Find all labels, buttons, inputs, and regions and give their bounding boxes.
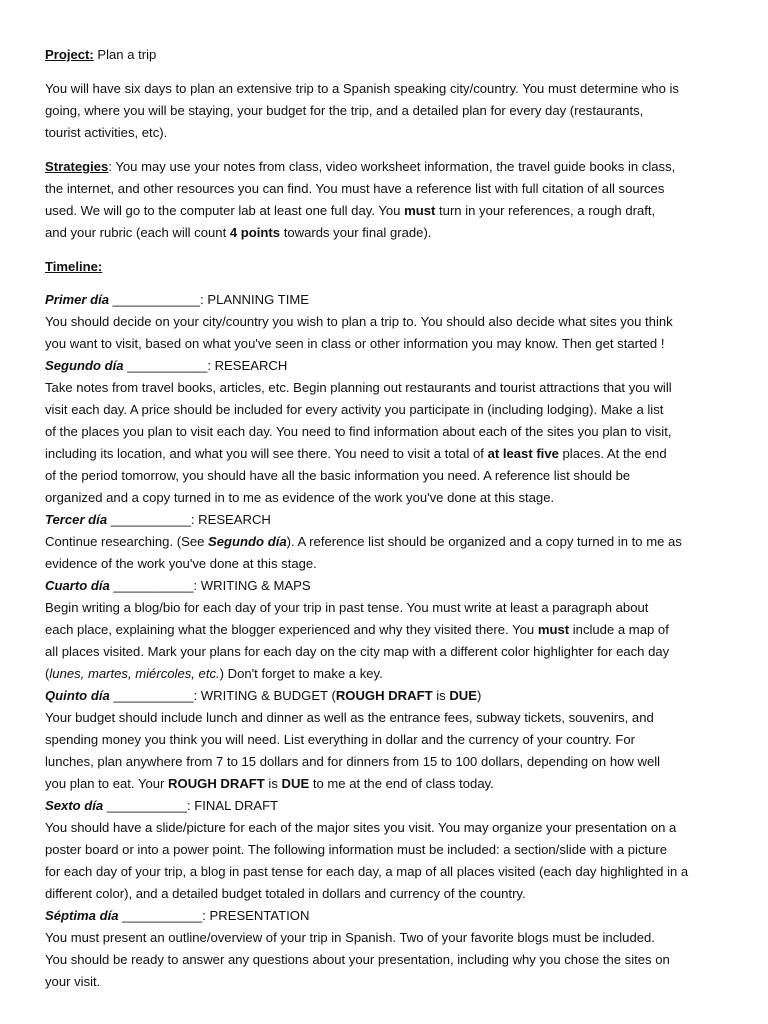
day-text: places. At the end [558,446,667,461]
day-heading [45,509,728,531]
strategies-line: the internet, and other resources you can find. You must have a reference list with full citation of all sources [45,181,665,196]
day-name: Segundo día [45,358,124,373]
date-blank: ___________ [109,688,194,703]
day-emphasis: ROUGH DRAFT [335,688,433,703]
day-title: : RESEARCH [190,512,271,527]
day-text: Continue researching. (See [45,534,209,549]
day-emphasis: DUE [281,776,310,791]
day-name: Cuarto día [45,578,110,593]
day-title: : WRITING & BUDGET ( [193,688,336,703]
project-title: Plan a trip [93,47,157,62]
day-body-line: You should decide on your city/country you wish to plan a trip to. You should also decide what sites you think [45,314,673,329]
day-1-section [45,289,728,355]
day-reference: Segundo día [208,534,287,549]
day-text: each place, explaining what the blogger experienced and why they visited there. You [45,622,538,637]
strategies-text: turn in your references, a rough draft, [435,203,656,218]
day-text: ( [45,666,50,681]
day-text: to me at the end of class today. [309,776,494,791]
day-title: : RESEARCH [207,358,288,373]
intro-paragraph [45,78,728,144]
date-blank: ___________ [103,798,187,813]
strategies-line [45,156,728,178]
day-body-line: You must present an outline/overview of your trip in Spanish. Two of your favorite blogs must be included. [45,930,655,945]
day-body-line [45,619,728,641]
day-name: Sexto día [45,798,104,813]
strategies-text: towards your final grade). [280,225,432,240]
day-emphasis: must [537,622,570,637]
intro-line: You will have six days to plan an extensive trip to a Spanish speaking city/country. You must determine who is [45,81,679,96]
day-title: ) [476,688,482,703]
day-name: Primer día [45,292,110,307]
date-blank: ___________ [118,908,203,923]
day-emphasis: ROUGH DRAFT [168,776,265,791]
spacer [45,66,728,78]
strategies-text: : You may use your notes from class, video worksheet information, the travel guide books in class, [108,159,676,174]
strategies-line [45,222,728,244]
strategies-paragraph [45,156,728,244]
day-2-section [45,355,728,509]
day-title: : PLANNING TIME [200,292,309,307]
day-body-line: poster board or into a power point. The following information must be included: a section/slide with a picture [45,842,668,857]
day-body-line [45,443,728,465]
day-name: Séptima día [45,908,119,923]
strategies-emphasis: must [404,203,436,218]
timeline-heading [45,256,728,278]
date-blank: ___________ [109,578,194,593]
intro-line: going, where you will be staying, your budget for the trip, and a detailed plan for every day (restaurants, [45,103,644,118]
day-text: ). A reference list should be organized and a copy turned in to me as [286,534,682,549]
strategies-text: used. We will go to the computer lab at least one full day. You [45,203,405,218]
day-emphasis: at least five [487,446,559,461]
day-body-line: of the places you plan to visit each day. You need to find information about each of the sites you plan to visit, [45,424,672,439]
day-title: : FINAL DRAFT [186,798,279,813]
day-6-section [45,795,728,905]
day-heading [45,905,728,927]
day-body-line: lunches, plan anywhere from 7 to 15 dollars and for dinners from 15 to 100 dollars, depending on how well [45,754,661,769]
day-body-line: You should be ready to answer any questions about your presentation, including why you chose the sites on [45,952,670,967]
day-4-section [45,575,728,685]
spacer [45,278,728,289]
intro-line: tourist activities, etc). [45,125,168,140]
day-5-section [45,685,728,795]
day-body-line: spending money you think you will need. List everything in dollar and the currency of your country. For [45,732,636,747]
day-text: is [264,776,282,791]
day-name: Quinto día [45,688,110,703]
day-title: : PRESENTATION [202,908,310,923]
day-body-line: for each day of your trip, a blog in past tense for each day, a map of all places visited (each day highlighted in a [45,864,689,879]
date-blank: ___________ [123,358,208,373]
day-text: include a map of [569,622,669,637]
day-body-line: visit each day. A price should be included for every activity you participate in (including lodging). Make a list [45,402,664,417]
day-italic-text: lunes, martes, miércoles, etc. [49,666,220,681]
day-body-line: your visit. [45,974,101,989]
day-text: you plan to eat. Your [45,776,169,791]
day-body-line [45,773,728,795]
day-body-line: all places visited. Mark your plans for each day on the city map with a different color highlighter for each day [45,644,670,659]
day-text: including its location, and what you will see there. You need to visit a total of [45,446,488,461]
spacer [45,144,728,156]
spacer [45,244,728,256]
day-body-line: Your budget should include lunch and dinner as well as the entrance fees, subway tickets, souvenirs, and [45,710,654,725]
strategies-text: and your rubric (each will count [45,225,230,240]
day-3-section [45,509,728,575]
day-heading [45,685,728,707]
day-body-line: Take notes from travel books, articles, etc. Begin planning out restaurants and tourist attractions that you will [45,380,672,395]
day-7-section [45,905,728,993]
project-label: Project: [45,47,94,62]
strategies-label: Strategies [45,159,109,174]
day-body-line: Begin writing a blog/bio for each day of your trip in past tense. You must write at least a paragraph about [45,600,649,615]
day-body-line [45,531,728,553]
day-heading [45,355,728,377]
day-title: : WRITING & MAPS [193,578,311,593]
day-title: is [432,688,450,703]
day-name: Tercer día [45,512,108,527]
strategies-emphasis: 4 points [229,225,281,240]
project-line [45,44,728,66]
day-text: ) Don't forget to make a key. [219,666,383,681]
day-body-line [45,663,728,685]
day-body-line: of the period tomorrow, you should have all the basic information you need. A reference list should be [45,468,631,483]
date-blank: ____________ [109,292,201,307]
strategies-line [45,200,728,222]
date-blank: ___________ [107,512,191,527]
timeline-label: Timeline: [45,259,103,274]
day-body-line: you want to visit, based on what you've seen in class or other information you may know. Then get started ! [45,336,665,351]
day-heading [45,575,728,597]
day-heading [45,795,728,817]
day-heading [45,289,728,311]
day-body-line: different color), and a detailed budget totaled in dollars and currency of the country. [45,886,526,901]
day-body-line: evidence of the work you've done at this stage. [45,556,317,571]
day-emphasis: DUE [449,688,477,703]
day-body-line: organized and a copy turned in to me as evidence of the work you've done at this stage. [45,490,555,505]
day-body-line: You should have a slide/picture for each of the major sites you visit. You may organize your presentation on a [45,820,677,835]
